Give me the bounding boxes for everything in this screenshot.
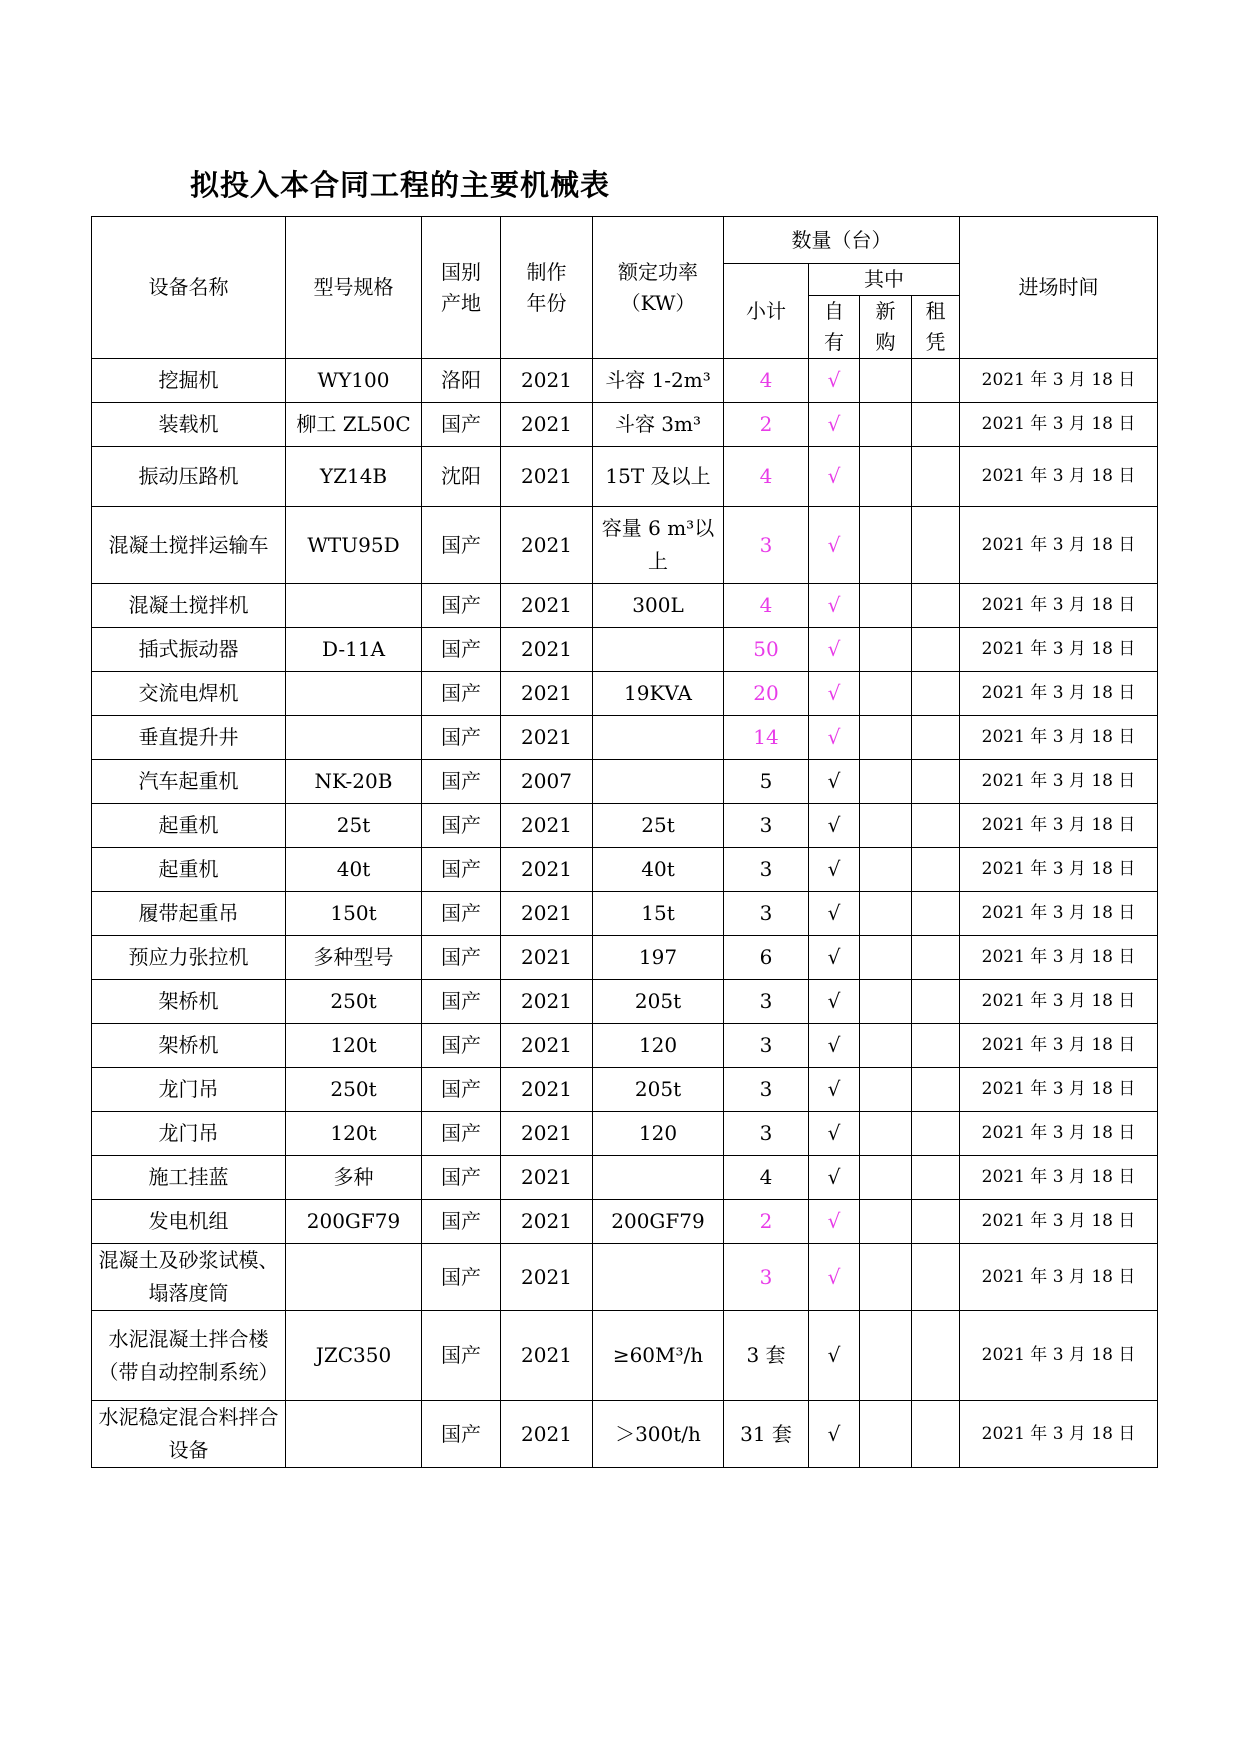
cell-new bbox=[860, 760, 912, 804]
table-row bbox=[92, 760, 1158, 804]
cell-power: 120 bbox=[593, 1112, 724, 1156]
cell-year: 2021 bbox=[501, 936, 593, 980]
cell-year: 2021 bbox=[501, 1200, 593, 1244]
cell-year: 2021 bbox=[501, 1112, 593, 1156]
cell-origin: 国产 bbox=[422, 1200, 501, 1244]
cell-qty: 4 bbox=[724, 1156, 809, 1200]
cell-power: 斗容 1-2m³ bbox=[593, 359, 724, 403]
cell-power: 40t bbox=[593, 848, 724, 892]
header-owned: 自有 bbox=[809, 296, 860, 359]
cell-qty: 3 bbox=[724, 848, 809, 892]
cell-name: 混凝土搅拌运输车 bbox=[92, 507, 286, 584]
cell-power: 120 bbox=[593, 1024, 724, 1068]
cell-name: 起重机 bbox=[92, 848, 286, 892]
cell-date: 2021 年 3 月 18 日 bbox=[960, 892, 1158, 936]
table-row bbox=[92, 628, 1158, 672]
cell-origin: 国产 bbox=[422, 1156, 501, 1200]
cell-date: 2021 年 3 月 18 日 bbox=[960, 447, 1158, 507]
cell-power bbox=[593, 716, 724, 760]
header-origin: 国别产地 bbox=[422, 217, 501, 359]
cell-power: 197 bbox=[593, 936, 724, 980]
table-row bbox=[92, 672, 1158, 716]
cell-model: WTU95D bbox=[286, 507, 422, 584]
cell-rented bbox=[912, 403, 960, 447]
cell-year: 2021 bbox=[501, 628, 593, 672]
cell-new bbox=[860, 403, 912, 447]
cell-name: 施工挂蓝 bbox=[92, 1156, 286, 1200]
cell-rented bbox=[912, 1024, 960, 1068]
cell-name: 龙门吊 bbox=[92, 1112, 286, 1156]
cell-rented bbox=[912, 1068, 960, 1112]
cell-qty: 3 套 bbox=[724, 1311, 809, 1401]
cell-year: 2021 bbox=[501, 672, 593, 716]
cell-name: 汽车起重机 bbox=[92, 760, 286, 804]
cell-date: 2021 年 3 月 18 日 bbox=[960, 403, 1158, 447]
cell-new bbox=[860, 1112, 912, 1156]
cell-power: 15T 及以上 bbox=[593, 447, 724, 507]
cell-power: 300L bbox=[593, 584, 724, 628]
cell-qty: 3 bbox=[724, 1068, 809, 1112]
table-row bbox=[92, 936, 1158, 980]
cell-year: 2021 bbox=[501, 1068, 593, 1112]
cell-qty: 4 bbox=[724, 447, 809, 507]
header-year: 制作年份 bbox=[501, 217, 593, 359]
cell-rented bbox=[912, 1244, 960, 1311]
cell-date: 2021 年 3 月 18 日 bbox=[960, 804, 1158, 848]
cell-year: 2007 bbox=[501, 760, 593, 804]
cell-model: 250t bbox=[286, 980, 422, 1024]
header-rented: 租凭 bbox=[912, 296, 960, 359]
table-row bbox=[92, 1401, 1158, 1468]
cell-owned: √ bbox=[809, 716, 860, 760]
cell-name: 水泥混凝土拌合楼（带自动控制系统） bbox=[92, 1311, 286, 1401]
header-among: 其中 bbox=[809, 264, 960, 296]
cell-owned: √ bbox=[809, 628, 860, 672]
cell-model bbox=[286, 672, 422, 716]
cell-model: 150t bbox=[286, 892, 422, 936]
cell-qty: 31 套 bbox=[724, 1401, 809, 1468]
cell-origin: 洛阳 bbox=[422, 359, 501, 403]
cell-model: 25t bbox=[286, 804, 422, 848]
table-row bbox=[92, 1024, 1158, 1068]
cell-owned: √ bbox=[809, 892, 860, 936]
cell-qty: 4 bbox=[724, 584, 809, 628]
cell-name: 起重机 bbox=[92, 804, 286, 848]
cell-name: 水泥稳定混合料拌合设备 bbox=[92, 1401, 286, 1468]
cell-date: 2021 年 3 月 18 日 bbox=[960, 1311, 1158, 1401]
cell-origin: 国产 bbox=[422, 507, 501, 584]
table-row bbox=[92, 1200, 1158, 1244]
cell-qty: 20 bbox=[724, 672, 809, 716]
cell-qty: 4 bbox=[724, 359, 809, 403]
cell-new bbox=[860, 848, 912, 892]
cell-origin: 国产 bbox=[422, 716, 501, 760]
cell-date: 2021 年 3 月 18 日 bbox=[960, 584, 1158, 628]
cell-date: 2021 年 3 月 18 日 bbox=[960, 760, 1158, 804]
cell-power: 19KVA bbox=[593, 672, 724, 716]
cell-year: 2021 bbox=[501, 1401, 593, 1468]
cell-power: 斗容 3m³ bbox=[593, 403, 724, 447]
header-power: 额定功率（KW） bbox=[593, 217, 724, 359]
cell-owned: √ bbox=[809, 447, 860, 507]
cell-name: 交流电焊机 bbox=[92, 672, 286, 716]
cell-date: 2021 年 3 月 18 日 bbox=[960, 1112, 1158, 1156]
table-row bbox=[92, 1244, 1158, 1311]
cell-origin: 国产 bbox=[422, 1068, 501, 1112]
cell-model: WY100 bbox=[286, 359, 422, 403]
cell-year: 2021 bbox=[501, 447, 593, 507]
cell-rented bbox=[912, 1311, 960, 1401]
cell-model: 120t bbox=[286, 1024, 422, 1068]
cell-power: 200GF79 bbox=[593, 1200, 724, 1244]
cell-new bbox=[860, 1311, 912, 1401]
header-entry-time: 进场时间 bbox=[960, 217, 1158, 359]
cell-new bbox=[860, 1244, 912, 1311]
cell-model: 250t bbox=[286, 1068, 422, 1112]
cell-rented bbox=[912, 848, 960, 892]
cell-owned: √ bbox=[809, 672, 860, 716]
cell-power: 205t bbox=[593, 1068, 724, 1112]
table-body bbox=[92, 359, 1158, 1468]
cell-name: 架桥机 bbox=[92, 1024, 286, 1068]
cell-date: 2021 年 3 月 18 日 bbox=[960, 1068, 1158, 1112]
cell-date: 2021 年 3 月 18 日 bbox=[960, 1244, 1158, 1311]
table-row bbox=[92, 848, 1158, 892]
cell-power bbox=[593, 628, 724, 672]
cell-qty: 3 bbox=[724, 1112, 809, 1156]
cell-model: 40t bbox=[286, 848, 422, 892]
cell-year: 2021 bbox=[501, 848, 593, 892]
cell-owned: √ bbox=[809, 1311, 860, 1401]
cell-year: 2021 bbox=[501, 892, 593, 936]
cell-power: ≥60M³/h bbox=[593, 1311, 724, 1401]
cell-rented bbox=[912, 447, 960, 507]
cell-model: 120t bbox=[286, 1112, 422, 1156]
cell-new bbox=[860, 804, 912, 848]
cell-year: 2021 bbox=[501, 1244, 593, 1311]
cell-owned: √ bbox=[809, 584, 860, 628]
cell-power bbox=[593, 1244, 724, 1311]
cell-year: 2021 bbox=[501, 403, 593, 447]
cell-origin: 国产 bbox=[422, 584, 501, 628]
header-quantity: 数量（台） bbox=[724, 217, 960, 264]
cell-date: 2021 年 3 月 18 日 bbox=[960, 980, 1158, 1024]
cell-origin: 国产 bbox=[422, 1112, 501, 1156]
cell-year: 2021 bbox=[501, 584, 593, 628]
cell-rented bbox=[912, 507, 960, 584]
cell-date: 2021 年 3 月 18 日 bbox=[960, 1401, 1158, 1468]
cell-new bbox=[860, 1156, 912, 1200]
cell-new bbox=[860, 507, 912, 584]
cell-power: 15t bbox=[593, 892, 724, 936]
table-row bbox=[92, 359, 1158, 403]
cell-year: 2021 bbox=[501, 507, 593, 584]
cell-qty: 3 bbox=[724, 507, 809, 584]
cell-origin: 国产 bbox=[422, 980, 501, 1024]
cell-qty: 3 bbox=[724, 1244, 809, 1311]
cell-qty: 5 bbox=[724, 760, 809, 804]
cell-rented bbox=[912, 1112, 960, 1156]
cell-origin: 国产 bbox=[422, 1244, 501, 1311]
cell-origin: 国产 bbox=[422, 1401, 501, 1468]
cell-owned: √ bbox=[809, 1200, 860, 1244]
cell-name: 履带起重吊 bbox=[92, 892, 286, 936]
cell-new bbox=[860, 980, 912, 1024]
cell-date: 2021 年 3 月 18 日 bbox=[960, 716, 1158, 760]
cell-qty: 14 bbox=[724, 716, 809, 760]
table-row bbox=[92, 1068, 1158, 1112]
cell-owned: √ bbox=[809, 1401, 860, 1468]
cell-date: 2021 年 3 月 18 日 bbox=[960, 936, 1158, 980]
cell-new bbox=[860, 628, 912, 672]
cell-year: 2021 bbox=[501, 1311, 593, 1401]
header-model: 型号规格 bbox=[286, 217, 422, 359]
cell-new bbox=[860, 1068, 912, 1112]
table-row bbox=[92, 1311, 1158, 1401]
cell-name: 装载机 bbox=[92, 403, 286, 447]
cell-date: 2021 年 3 月 18 日 bbox=[960, 359, 1158, 403]
table-row bbox=[92, 1156, 1158, 1200]
cell-owned: √ bbox=[809, 1156, 860, 1200]
cell-origin: 国产 bbox=[422, 403, 501, 447]
cell-qty: 3 bbox=[724, 980, 809, 1024]
cell-origin: 国产 bbox=[422, 672, 501, 716]
machinery-table bbox=[91, 216, 1158, 1468]
cell-owned: √ bbox=[809, 980, 860, 1024]
cell-name: 预应力张拉机 bbox=[92, 936, 286, 980]
cell-rented bbox=[912, 1200, 960, 1244]
cell-power: 容量 6 m³以上 bbox=[593, 507, 724, 584]
cell-model bbox=[286, 1401, 422, 1468]
cell-model: NK-20B bbox=[286, 760, 422, 804]
cell-owned: √ bbox=[809, 359, 860, 403]
cell-owned: √ bbox=[809, 804, 860, 848]
cell-model: 多种型号 bbox=[286, 936, 422, 980]
cell-power bbox=[593, 1156, 724, 1200]
cell-new bbox=[860, 716, 912, 760]
cell-rented bbox=[912, 1401, 960, 1468]
table-row bbox=[92, 716, 1158, 760]
cell-name: 龙门吊 bbox=[92, 1068, 286, 1112]
cell-new bbox=[860, 1200, 912, 1244]
table-row bbox=[92, 507, 1158, 584]
cell-owned: √ bbox=[809, 1112, 860, 1156]
cell-owned: √ bbox=[809, 848, 860, 892]
cell-owned: √ bbox=[809, 1024, 860, 1068]
cell-model: JZC350 bbox=[286, 1311, 422, 1401]
cell-origin: 国产 bbox=[422, 760, 501, 804]
cell-power bbox=[593, 760, 724, 804]
cell-date: 2021 年 3 月 18 日 bbox=[960, 628, 1158, 672]
cell-model: D-11A bbox=[286, 628, 422, 672]
cell-name: 垂直提升井 bbox=[92, 716, 286, 760]
cell-year: 2021 bbox=[501, 980, 593, 1024]
table-row bbox=[92, 1112, 1158, 1156]
cell-name: 振动压路机 bbox=[92, 447, 286, 507]
cell-origin: 国产 bbox=[422, 848, 501, 892]
cell-origin: 国产 bbox=[422, 936, 501, 980]
cell-new bbox=[860, 892, 912, 936]
cell-owned: √ bbox=[809, 403, 860, 447]
cell-qty: 2 bbox=[724, 1200, 809, 1244]
header-new: 新购 bbox=[860, 296, 912, 359]
table-row bbox=[92, 892, 1158, 936]
cell-owned: √ bbox=[809, 760, 860, 804]
cell-model bbox=[286, 1244, 422, 1311]
cell-model bbox=[286, 716, 422, 760]
cell-rented bbox=[912, 584, 960, 628]
cell-new bbox=[860, 936, 912, 980]
cell-power: ＞300t/h bbox=[593, 1401, 724, 1468]
cell-power: 205t bbox=[593, 980, 724, 1024]
cell-new bbox=[860, 447, 912, 507]
header-subtotal: 小计 bbox=[724, 264, 809, 359]
cell-rented bbox=[912, 980, 960, 1024]
header-equipment-name: 设备名称 bbox=[92, 217, 286, 359]
cell-year: 2021 bbox=[501, 359, 593, 403]
cell-name: 发电机组 bbox=[92, 1200, 286, 1244]
cell-new bbox=[860, 584, 912, 628]
cell-origin: 国产 bbox=[422, 804, 501, 848]
cell-owned: √ bbox=[809, 1244, 860, 1311]
cell-owned: √ bbox=[809, 936, 860, 980]
cell-origin: 国产 bbox=[422, 892, 501, 936]
cell-model: 多种 bbox=[286, 1156, 422, 1200]
cell-year: 2021 bbox=[501, 1156, 593, 1200]
cell-origin: 国产 bbox=[422, 1311, 501, 1401]
cell-origin: 沈阳 bbox=[422, 447, 501, 507]
cell-new bbox=[860, 672, 912, 716]
cell-rented bbox=[912, 804, 960, 848]
cell-rented bbox=[912, 1156, 960, 1200]
table-row bbox=[92, 584, 1158, 628]
cell-model: 柳工 ZL50C bbox=[286, 403, 422, 447]
table-row bbox=[92, 403, 1158, 447]
cell-power: 25t bbox=[593, 804, 724, 848]
cell-name: 混凝土搅拌机 bbox=[92, 584, 286, 628]
cell-name: 插式振动器 bbox=[92, 628, 286, 672]
cell-qty: 3 bbox=[724, 892, 809, 936]
cell-new bbox=[860, 1401, 912, 1468]
cell-qty: 50 bbox=[724, 628, 809, 672]
cell-new bbox=[860, 1024, 912, 1068]
cell-qty: 3 bbox=[724, 1024, 809, 1068]
cell-date: 2021 年 3 月 18 日 bbox=[960, 848, 1158, 892]
cell-year: 2021 bbox=[501, 804, 593, 848]
cell-qty: 2 bbox=[724, 403, 809, 447]
cell-date: 2021 年 3 月 18 日 bbox=[960, 1200, 1158, 1244]
cell-owned: √ bbox=[809, 507, 860, 584]
cell-name: 挖掘机 bbox=[92, 359, 286, 403]
cell-origin: 国产 bbox=[422, 628, 501, 672]
cell-new bbox=[860, 359, 912, 403]
cell-origin: 国产 bbox=[422, 1024, 501, 1068]
cell-year: 2021 bbox=[501, 1024, 593, 1068]
table-row bbox=[92, 980, 1158, 1024]
cell-date: 2021 年 3 月 18 日 bbox=[960, 507, 1158, 584]
cell-name: 混凝土及砂浆试模、塌落度筒 bbox=[92, 1244, 286, 1311]
cell-rented bbox=[912, 936, 960, 980]
cell-date: 2021 年 3 月 18 日 bbox=[960, 672, 1158, 716]
cell-qty: 6 bbox=[724, 936, 809, 980]
cell-rented bbox=[912, 628, 960, 672]
cell-model: 200GF79 bbox=[286, 1200, 422, 1244]
cell-rented bbox=[912, 716, 960, 760]
page-title: 拟投入本合同工程的主要机械表 bbox=[190, 168, 611, 202]
cell-year: 2021 bbox=[501, 716, 593, 760]
cell-date: 2021 年 3 月 18 日 bbox=[960, 1156, 1158, 1200]
cell-qty: 3 bbox=[724, 804, 809, 848]
table-row bbox=[92, 447, 1158, 507]
cell-rented bbox=[912, 359, 960, 403]
cell-date: 2021 年 3 月 18 日 bbox=[960, 1024, 1158, 1068]
cell-rented bbox=[912, 672, 960, 716]
cell-model bbox=[286, 584, 422, 628]
cell-rented bbox=[912, 892, 960, 936]
cell-name: 架桥机 bbox=[92, 980, 286, 1024]
table-row bbox=[92, 804, 1158, 848]
cell-rented bbox=[912, 760, 960, 804]
cell-model: YZ14B bbox=[286, 447, 422, 507]
cell-owned: √ bbox=[809, 1068, 860, 1112]
